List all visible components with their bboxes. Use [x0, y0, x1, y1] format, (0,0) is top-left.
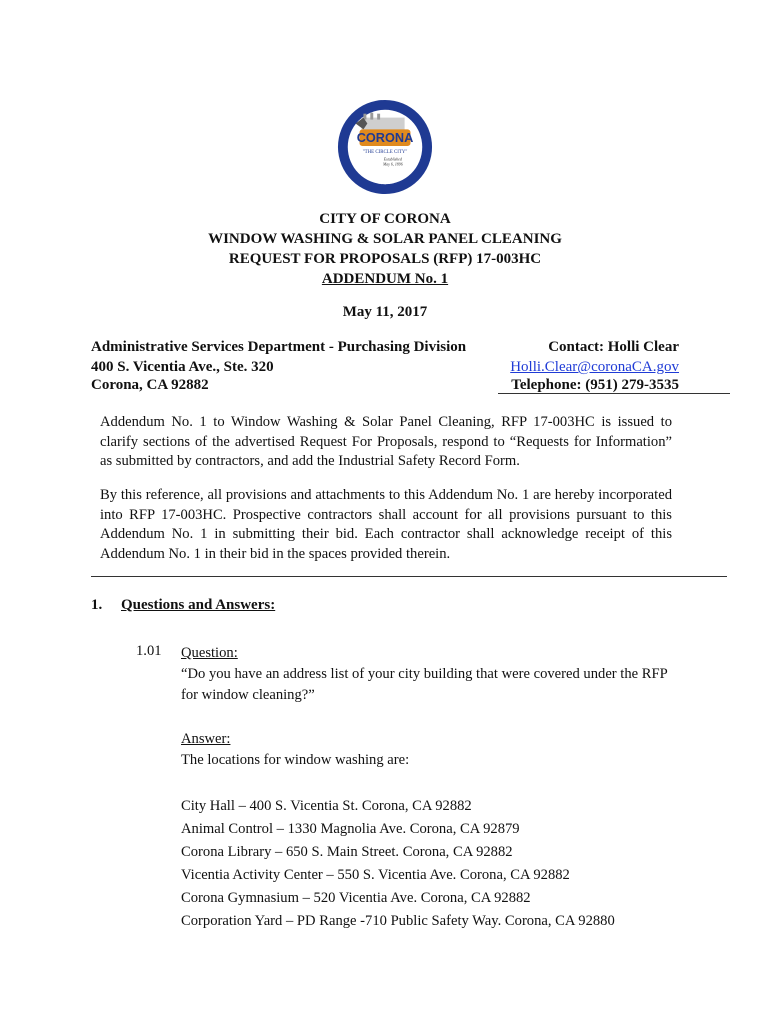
contact-email-link[interactable]: Holli.Clear@coronaCA.gov — [510, 359, 679, 375]
title-city: CITY OF CORONA — [319, 211, 451, 227]
city-seal-logo — [336, 98, 434, 196]
list-item: Corona Library – 650 S. Main Street. Corona, CA 92882 — [181, 844, 513, 860]
svg-text:To Connect Our Past · To Our F: To Connect Our Past · To Our Futu — [351, 151, 419, 187]
document-date: May 11, 2017 — [342, 304, 428, 320]
answer-label: Answer: — [181, 731, 231, 747]
question-label: Question: — [181, 645, 238, 661]
section-title: Questions and Answers: — [121, 597, 276, 613]
department-name: Administrative Services Department - Purchasing Division — [91, 339, 467, 355]
department-street: 400 S. Vicentia Ave., Ste. 320 — [91, 359, 274, 375]
question-text: “Do you have an address list of your city building that were covered under the RFP for window cleaning?” — [181, 666, 668, 703]
answer-text: The locations for window washing are: — [181, 752, 410, 768]
section-number: 1. — [91, 597, 103, 613]
contact-name: Contact: Holli Clear — [548, 339, 679, 355]
list-item: City Hall – 400 S. Vicentia St. Corona, CA 92882 — [181, 798, 472, 814]
svg-text:May 6, 1896: May 6, 1896 — [383, 162, 403, 167]
intro-paragraph: Addendum No. 1 to Window Washing & Solar Panel Cleaning, RFP 17-003HC is issued to clarify sections of the advertised Request For Proposals, respond to “Requests for Information” as submitted by contractors, and add the Industrial Safety Record Form. — [100, 414, 672, 469]
reference-paragraph: By this reference, all provisions and attachments to this Addendum No. 1 are hereby incorporated into RFP 17-003HC. Prospective contractors shall account for all provisions pursuant to this Addendum No. 1 in submitting their bid. Each contractor shall acknowledge receipt of this Addendum No. 1 in their bid in the spaces provided therein. — [100, 487, 672, 562]
question-number: 1.01 — [136, 643, 162, 659]
location-list — [181, 795, 615, 933]
list-item: Corona Gymnasium – 520 Vicentia Ave. Corona, CA 92882 — [181, 890, 531, 906]
list-item: Corporation Yard – PD Range -710 Public Safety Way. Corona, CA 92880 — [181, 913, 615, 929]
list-item: Animal Control – 1330 Magnolia Ave. Corona, CA 92879 — [181, 821, 520, 837]
section-divider — [91, 576, 727, 577]
contact-phone: Telephone: (951) 279-3535 — [511, 377, 679, 393]
svg-text:"THE CIRCLE CITY": "THE CIRCLE CITY" — [362, 149, 408, 155]
contact-divider — [498, 393, 730, 394]
title-addendum: ADDENDUM No. 1 — [321, 271, 449, 287]
section-heading — [91, 597, 275, 614]
title-project: WINDOW WASHING & SOLAR PANEL CLEANING — [208, 231, 562, 247]
department-city: Corona, CA 92882 — [91, 377, 209, 393]
list-item: Vicentia Activity Center – 550 S. Vicentia Ave. Corona, CA 92882 — [181, 867, 570, 883]
svg-text:CORONA: CORONA — [356, 130, 414, 146]
title-rfp: REQUEST FOR PROPOSALS (RFP) 17-003HC — [228, 251, 542, 267]
svg-text:Established: Established — [383, 157, 402, 162]
